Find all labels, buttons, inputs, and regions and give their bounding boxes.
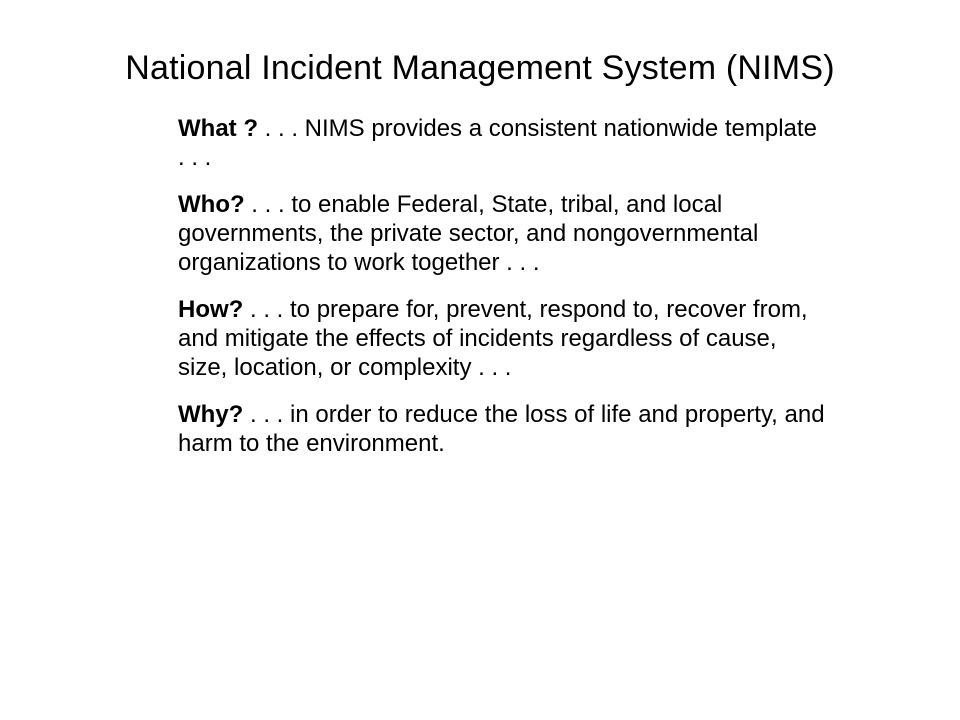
answer-how: . . . to prepare for, prevent, respond to, recover from, and mitigate the effects of incidents regardless of cause, size, location, or complexity . . . bbox=[178, 296, 808, 381]
question-who: Who? bbox=[178, 191, 245, 218]
question-why: Why? bbox=[178, 401, 244, 428]
paragraph-why bbox=[178, 400, 828, 458]
answer-what: . . . NIMS provides a consistent nationwide template . . . bbox=[178, 115, 817, 171]
slide-body bbox=[178, 114, 828, 476]
paragraph-who bbox=[178, 190, 828, 277]
answer-why: . . . in order to reduce the loss of life and property, and harm to the environment. bbox=[178, 401, 825, 457]
paragraph-how bbox=[178, 295, 828, 382]
answer-who: . . . to enable Federal, State, tribal, and local governments, the private sector, and nongovernmental organizations to work together . . . bbox=[178, 191, 759, 276]
question-how: How? bbox=[178, 296, 244, 323]
question-what: What ? bbox=[178, 115, 258, 142]
slide-title: National Incident Management System (NIMS) bbox=[125, 49, 835, 87]
paragraph-what bbox=[178, 114, 828, 172]
